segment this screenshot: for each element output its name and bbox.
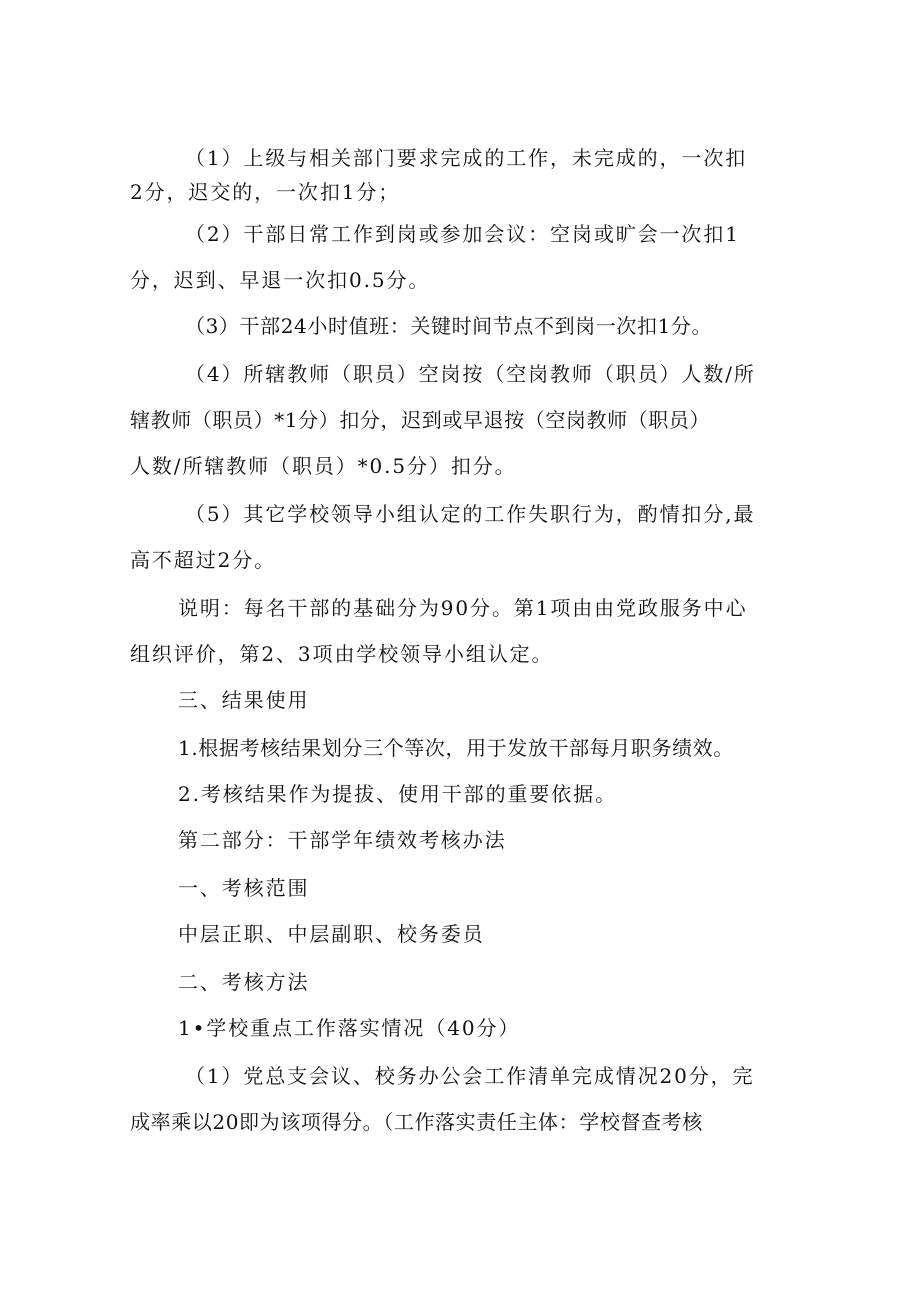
paragraph-4-line-1: （4）所辖教师（职员）空岗按（空岗教师（职员）人数/所 [185, 362, 756, 386]
paragraph-3-line-1: （3）干部24小时值班：关键时间节点不到岗一次扣1分。 [185, 314, 713, 338]
section-heading-scope: 一、考核范围 [178, 876, 310, 900]
paragraph-4-line-3: 人数/所辖教师（职员）*0.5分）扣分。 [130, 454, 517, 478]
paragraph-2-line-2: 分，迟到、早退一次扣0.5分。 [130, 268, 431, 292]
paragraph-2-line-1: （2）干部日常工作到岗或参加会议：空岗或旷会一次扣1 [185, 222, 740, 246]
scope-content: 中层正职、中层副职、校务委员 [178, 922, 485, 946]
paragraph-5-line-1: （5）其它学校领导小组认定的工作失职行为，酌情扣分,最 [185, 502, 756, 526]
method-item-1-heading: 1•学校重点工作落实情况（40分） [178, 1016, 521, 1040]
section-heading-results: 三、结果使用 [178, 688, 310, 712]
paragraph-1-line-2: 2分，迟交的，一次扣1分； [130, 180, 401, 204]
section-heading-method: 二、考核方法 [178, 970, 310, 994]
paragraph-4-line-2: 辖教师（职员）*1分）扣分，迟到或早退按（空岗教师（职员） [130, 408, 711, 432]
part-two-heading: 第二部分：干部学年绩效考核办法 [178, 828, 507, 852]
note-line-1: 说明：每名干部的基础分为90分。第1项由由党政服务中心 [178, 596, 748, 620]
results-item-2: 2.考核结果作为提拔、使用干部的重要依据。 [178, 782, 617, 806]
paragraph-5-line-2: 高不超过2分。 [130, 548, 277, 572]
method-item-1-line-1: （1）党总支会议、校务办公会工作清单完成情况20分，完 [185, 1064, 755, 1088]
results-item-1: 1.根据考核结果划分三个等次，用于发放干部每月职务绩效。 [178, 736, 734, 760]
method-item-1-line-2: 成率乘以20即为该项得分。（工作落实责任主体：学校督查考核 [130, 1110, 703, 1134]
note-line-2: 组织评价，第2、3项由学校领导小组认定。 [130, 642, 554, 666]
paragraph-1-line-1: （1）上级与相关部门要求完成的工作，未完成的，一次扣 [185, 146, 748, 170]
